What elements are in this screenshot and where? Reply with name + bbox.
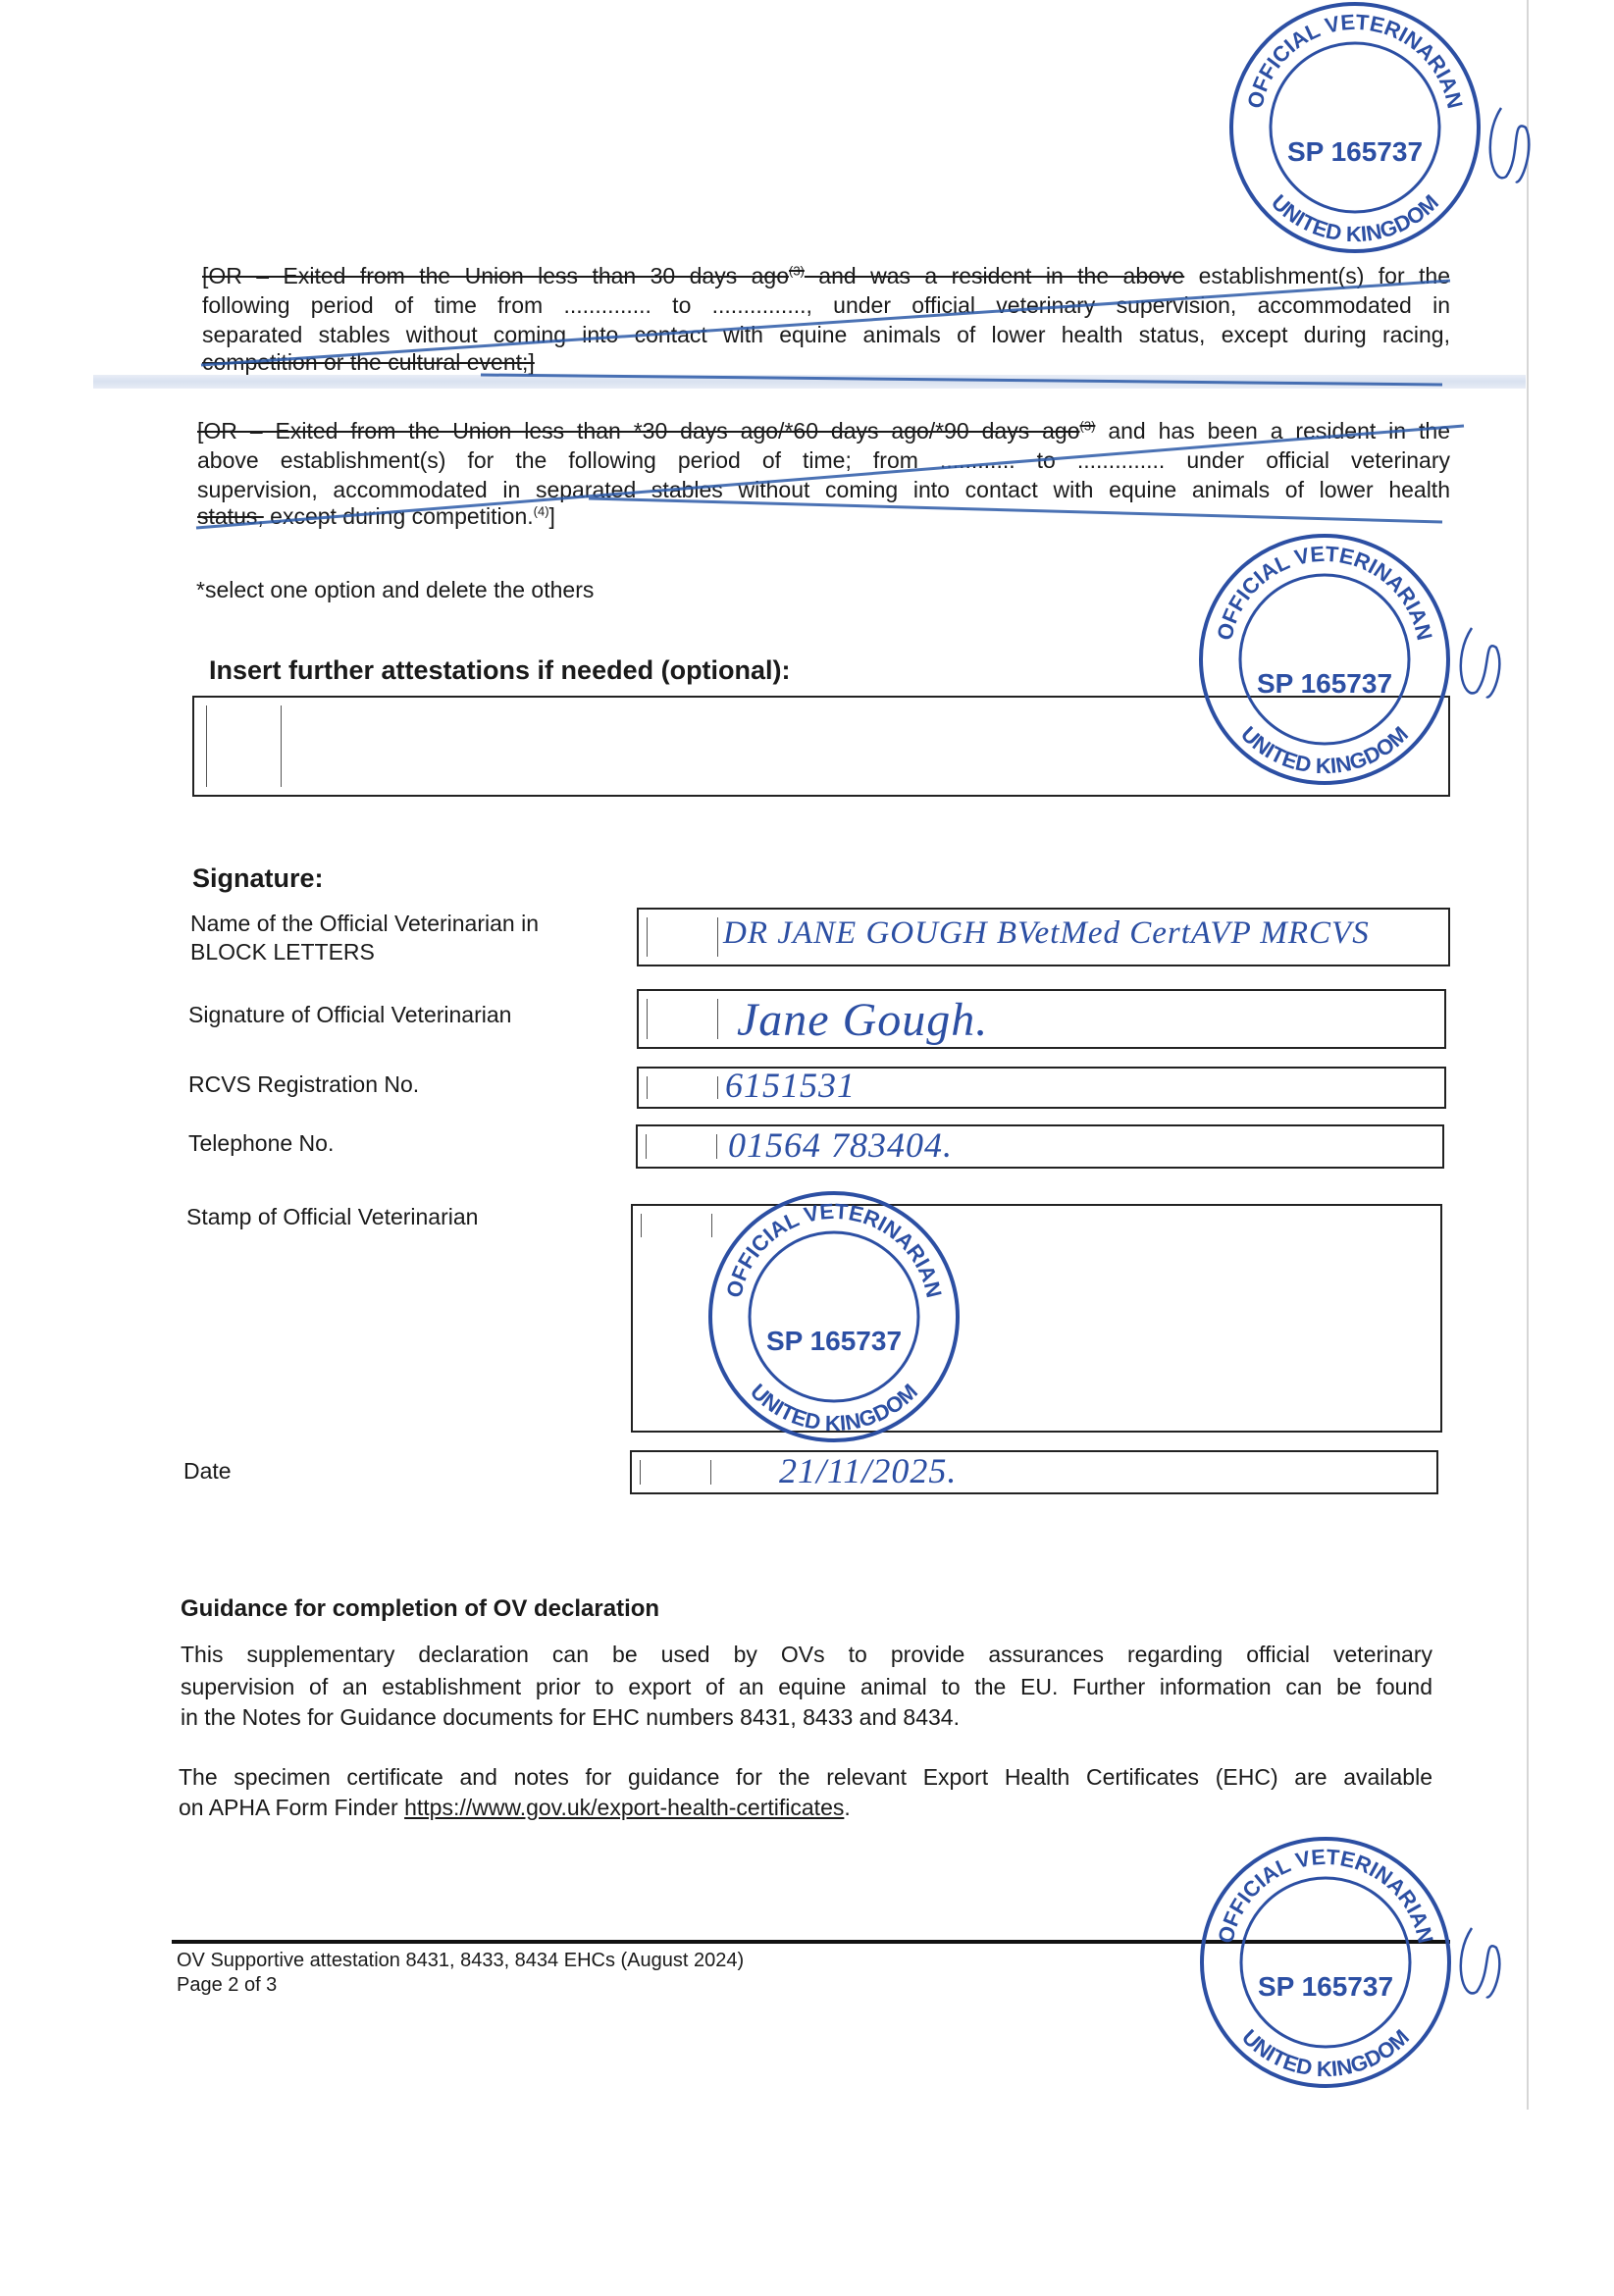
guidance-p1-line-1: This supplementary declaration can be used by OVs to provide assurances regarding official veterinary xyxy=(181,1642,1432,1667)
initials-mark xyxy=(1490,108,1530,182)
struck-text: status, xyxy=(197,503,264,529)
text: . xyxy=(844,1795,851,1820)
stamp-number: SP 165737 xyxy=(1286,136,1424,167)
initials-mark xyxy=(1461,628,1500,697)
stamp-bottom-text: UNITED KINGDOM xyxy=(746,1379,922,1436)
rcvs-value: 6151531 xyxy=(725,1066,856,1105)
name-label-line-2: BLOCK LETTERS xyxy=(190,939,375,965)
guidance-heading: Guidance for completion of OV declaration xyxy=(181,1595,660,1622)
stamp-top-text: OFFICIAL VETERINARIAN xyxy=(1242,9,1468,111)
footnote-ref: (3) xyxy=(789,263,805,279)
guidance-p2-line-1: The specimen certificate and notes for guidance for the relevant Export Health Certificates (EHC) are available xyxy=(179,1764,1432,1790)
option2-line-3: supervision, accommodated in separated stables without coming into contact with equine animals of lower health xyxy=(197,477,1450,502)
stamp-top-text: OFFICIAL VETERINARIAN xyxy=(721,1198,947,1300)
stamp-number: SP 165737 xyxy=(1257,1971,1394,2002)
option2-line-2: above establishment(s) for the following period of time; from ............ to .............. under official veterinary xyxy=(197,447,1450,473)
struck-text: and was a resident in the above xyxy=(804,263,1185,288)
guidance-p1-line-2: supervision of an establishment prior to export of an equine animal to the EU. Further information can be found xyxy=(181,1674,1432,1699)
select-option-note: *select one option and delete the others xyxy=(196,577,595,602)
telephone-value: 01564 783404. xyxy=(728,1125,953,1165)
ov-stamp-footer xyxy=(1202,1839,1449,2086)
signature-value: Jane Gough. xyxy=(737,994,989,1046)
signature-label: Signature of Official Veterinarian xyxy=(188,1002,512,1027)
name-label-line-1: Name of the Official Veterinarian in xyxy=(190,911,539,936)
text: ] xyxy=(548,503,555,529)
footnote-ref: (4) xyxy=(533,503,549,519)
option1-line-4: competition or the cultural event;] xyxy=(202,349,535,375)
date-label: Date xyxy=(183,1458,232,1484)
stamp-bottom-text: UNITED KINGDOM xyxy=(1267,189,1443,247)
ov-stamp-top xyxy=(1231,4,1479,251)
text: and has been a resident in the xyxy=(1095,418,1450,444)
text: establishment(s) for the xyxy=(1184,263,1450,288)
ov-stamp-signature-box xyxy=(710,1193,958,1440)
stamp-bottom-text: UNITED KINGDOM xyxy=(1236,721,1413,779)
text: except during competition. xyxy=(263,503,534,529)
ov-stamp-middle xyxy=(1201,536,1448,783)
text: on APHA Form Finder xyxy=(179,1795,405,1820)
initials-mark xyxy=(1461,1928,1500,1997)
stamp-number: SP 165737 xyxy=(1256,668,1393,699)
stamp-top-text: OFFICIAL VETERINARIAN xyxy=(1212,541,1437,643)
option1-line-3: separated stables without coming into contact with equine animals of lower health status, except during racing, xyxy=(202,322,1450,347)
export-health-certificates-link[interactable]: https://www.gov.uk/export-health-certificates xyxy=(404,1795,845,1820)
name-value: DR JANE GOUGH BVetMed CertAVP MRCVS xyxy=(723,915,1370,951)
guidance-p1-line-3: in the Notes for Guidance documents for EHC numbers 8431, 8433 and 8434. xyxy=(181,1704,960,1730)
telephone-label: Telephone No. xyxy=(188,1130,335,1156)
signature-heading: Signature: xyxy=(192,863,324,893)
initials-signature-marks xyxy=(1461,108,1530,1997)
footer-doc-title: OV Supportive attestation 8431, 8433, 8434 EHCs (August 2024) xyxy=(177,1950,745,1971)
footnote-ref: (3) xyxy=(1079,418,1096,434)
stamp-number: SP 165737 xyxy=(765,1326,903,1356)
date-value: 21/11/2025. xyxy=(779,1451,958,1490)
option1-line-2: following period of time from .............. to ..............., under official veterinary supervision, accommodated in xyxy=(202,292,1450,318)
rcvs-label: RCVS Registration No. xyxy=(188,1071,420,1097)
struck-text: [OR – Exited from the Union less than 30 days ago xyxy=(202,263,789,288)
stamp-bottom-text: UNITED KINGDOM xyxy=(1237,2024,1414,2082)
page-number: Page 2 of 3 xyxy=(177,1974,278,1996)
struck-text: [OR – Exited from the Union less than *30 days ago/*60 days ago/*90 days ago xyxy=(197,418,1080,444)
further-attestations-heading: Insert further attestations if needed (optional): xyxy=(209,655,791,685)
stamp-top-text: OFFICIAL VETERINARIAN xyxy=(1213,1844,1438,1946)
stamp-label: Stamp of Official Veterinarian xyxy=(186,1204,479,1229)
